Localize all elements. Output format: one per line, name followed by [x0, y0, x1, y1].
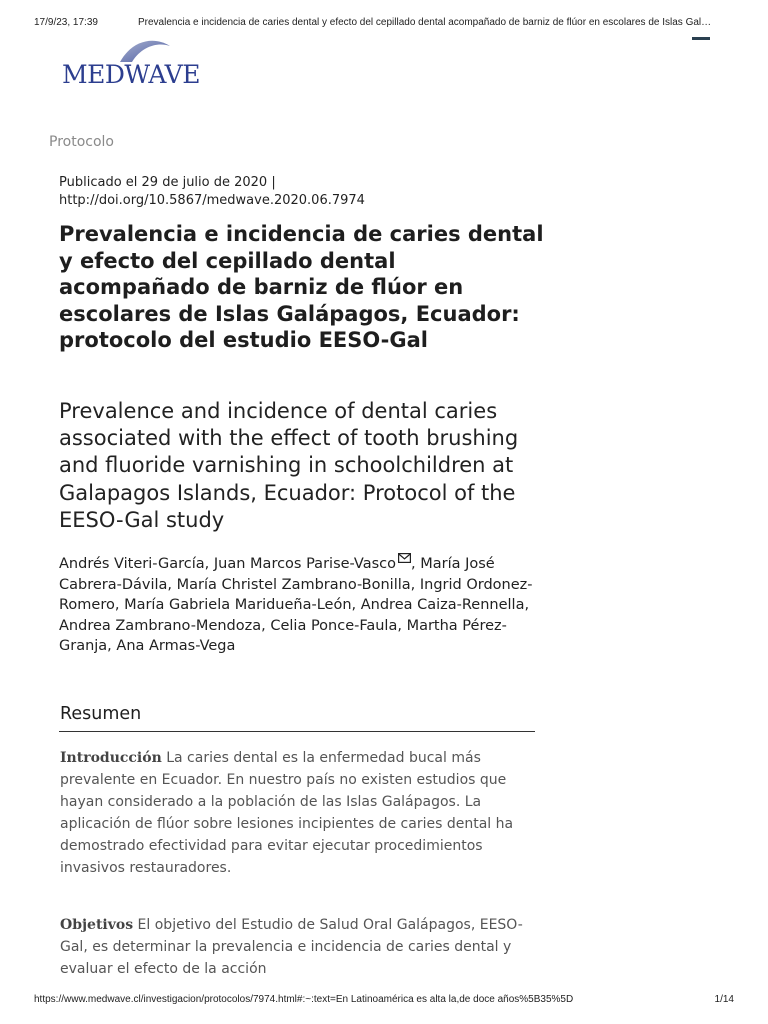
print-header — [34, 17, 734, 31]
print-timestamp: 17/9/23, 17:39 — [34, 17, 98, 28]
logo-wordmark: MEDWAVE — [62, 60, 200, 89]
mail-icon[interactable] — [398, 549, 411, 559]
abstract-introduccion — [60, 747, 530, 879]
introduccion-label: Introducción — [60, 750, 162, 766]
article-title-en: Prevalence and incidence of dental caries associated with the effect of tooth brushing and fluoride varnishing in schoolchildren at Galapagos Islands, Ecuador: Protocol of the EESO-Gal study — [59, 399, 519, 532]
print-url: https://www.medwave.cl/investigacion/protocolos/7974.html#:~:text=En Latinoamérica es alta la,de doce años%5B35%5D — [34, 994, 574, 1005]
published-date: Publicado el 29 de julio de 2020 | — [59, 175, 276, 190]
medwave-logo[interactable] — [62, 38, 212, 94]
introduccion-text: La caries dental es la enfermedad bucal más prevalente en Ecuador. En nuestro país no existen estudios que hayan considerado a la población de las Islas Galápagos. La aplicación de flúor sobre lesiones incipientes de caries dental ha demostrado efectividad para evitar ejecutar procedimientos invasivos restauradores. — [60, 750, 514, 876]
authors-part-2[interactable]: , María José Cabrera-Dávila, María Christel Zambrano-Bonilla, Ingrid Ordonez-Romero, María Gabriela Maridueña-León, Andrea Caiza-Rennella, Andrea Zambrano-Mendoza, Celia Ponce-Faula, Martha Pérez-Granja, Ana Armas-Vega — [59, 556, 533, 654]
doi-link[interactable]: http://doi.org/10.5867/medwave.2020.06.7974 — [59, 193, 365, 208]
print-footer — [34, 994, 734, 1008]
menu-icon[interactable] — [692, 37, 710, 40]
objetivos-text: El objetivo del Estudio de Salud Oral Galápagos, EESO-Gal, es determinar la prevalencia e incidencia de caries dental y evaluar el efecto de la acción — [60, 917, 523, 977]
print-page-number: 1/14 — [714, 994, 734, 1005]
author-list — [59, 549, 539, 657]
abstract-objetivos — [60, 914, 530, 980]
abstract-divider — [59, 731, 535, 732]
article-section-label[interactable]: Protocolo — [49, 134, 114, 150]
print-page-title: Prevalencia e incidencia de caries dental y efecto del cepillado dental acompañado de barniz de flúor en escolares de Islas Gal… — [138, 17, 712, 28]
authors-part-1[interactable]: Andrés Viteri-García, Juan Marcos Parise-Vasco — [59, 556, 396, 572]
publication-info — [59, 174, 479, 210]
article-title-es: Prevalencia e incidencia de caries dental y efecto del cepillado dental acompañado de barniz de flúor en escolares de Islas Galápagos, Ecuador: protocolo del estudio EESO-Gal — [59, 222, 544, 352]
abstract-heading: Resumen — [60, 704, 142, 724]
objetivos-label: Objetivos — [60, 917, 134, 933]
